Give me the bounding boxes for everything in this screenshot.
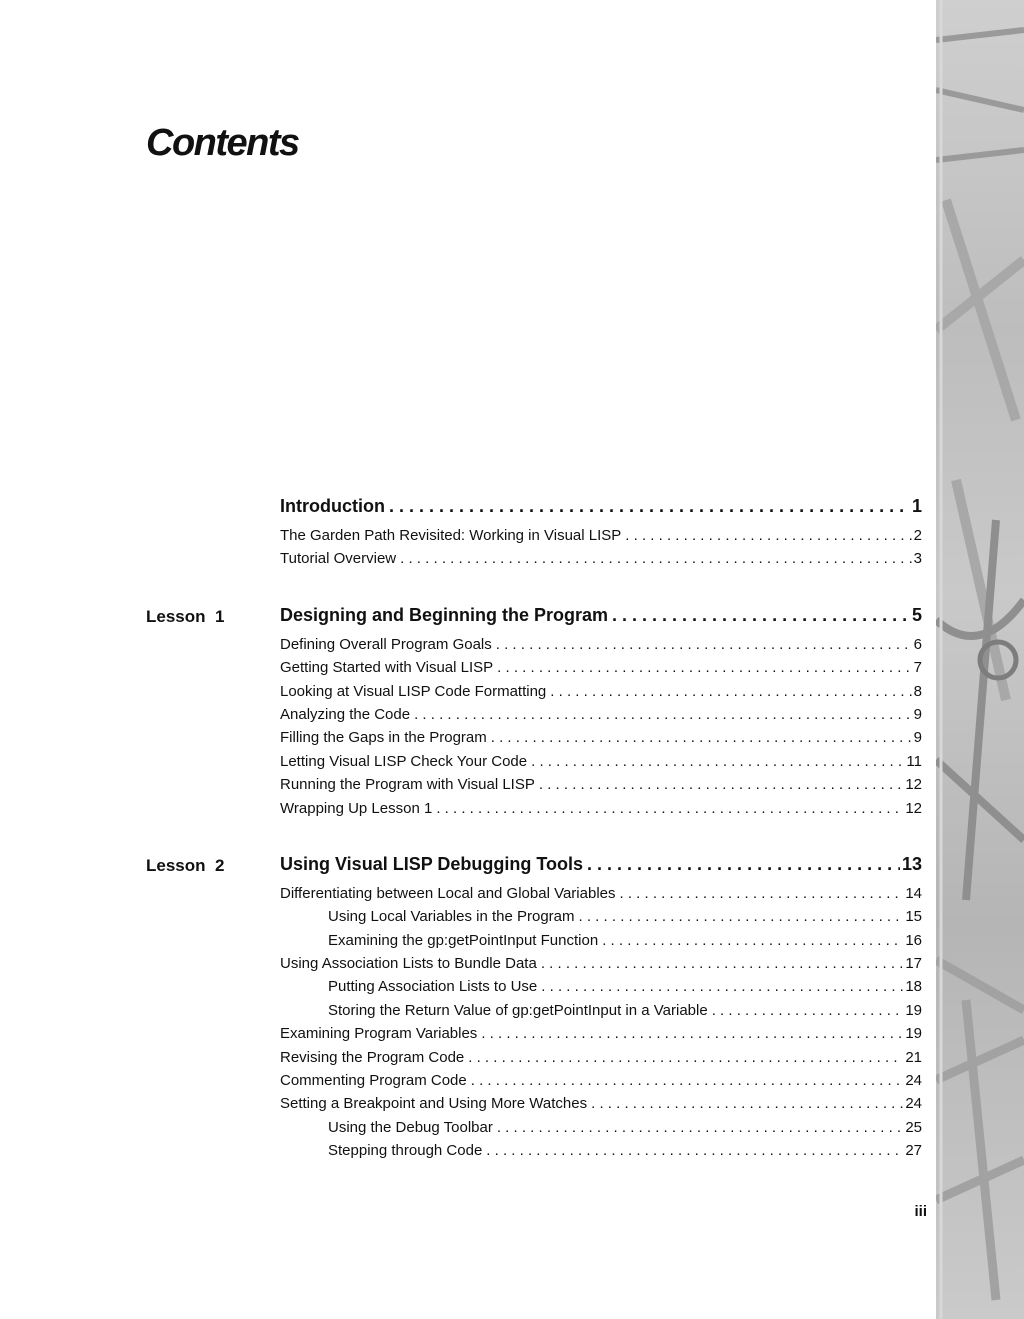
toc-entry-title: Stepping through Code <box>328 1142 483 1160</box>
toc-entry-page: 7 <box>913 659 922 677</box>
toc-entry[interactable] <box>328 908 922 931</box>
toc-entry-page: 12 <box>905 799 922 817</box>
toc-entry-title: Letting Visual LISP Check Your Code <box>280 752 528 770</box>
dot-leader <box>486 1142 903 1159</box>
toc-entry-title: Filling the Gaps in the Program <box>280 729 487 747</box>
toc-entry-page: 14 <box>905 884 922 902</box>
toc-entry-title: Defining Overall Program Goals <box>280 635 492 653</box>
toc-entry[interactable] <box>280 683 922 706</box>
toc-entry[interactable] <box>328 1119 922 1142</box>
dot-leader <box>497 1119 903 1136</box>
toc-entry-title: Getting Started with Visual LISP <box>280 659 494 677</box>
toc-entry-title: Using Local Variables in the Program <box>328 908 575 926</box>
dot-leader <box>579 908 904 925</box>
toc-entry-title: Using the Debug Toolbar <box>328 1118 493 1136</box>
dot-leader <box>389 496 910 517</box>
toc-entry-title: Analyzing the Code <box>280 705 411 723</box>
dot-leader <box>400 550 912 567</box>
toc-entry[interactable] <box>280 1025 922 1048</box>
toc-entry-page: 24 <box>905 1095 922 1113</box>
table-of-contents <box>146 496 922 1197</box>
toc-entry-title: Running the Program with Visual LISP <box>280 776 535 794</box>
toc-entry[interactable] <box>328 1142 922 1165</box>
toc-entry-title: Differentiating between Local and Global Variables <box>280 884 616 902</box>
toc-section <box>146 496 922 574</box>
toc-entry-title: Looking at Visual LISP Code Formatting <box>280 682 547 700</box>
dot-leader <box>491 729 912 746</box>
toc-entry-page: 11 <box>906 752 922 770</box>
toc-entry-title: Tutorial Overview <box>280 550 397 568</box>
toc-entry-page: 19 <box>905 1025 922 1043</box>
dot-leader <box>591 1095 903 1112</box>
page-number: iii <box>914 1203 927 1220</box>
toc-entry-page: 27 <box>905 1142 922 1160</box>
toc-entry-page: 5 <box>911 604 922 625</box>
toc-entry-page: 21 <box>905 1048 922 1066</box>
toc-entry-page: 25 <box>905 1118 922 1136</box>
toc-entry-page: 1 <box>911 496 922 516</box>
toc-entry[interactable] <box>280 753 922 776</box>
toc-entry[interactable] <box>280 1049 922 1072</box>
toc-entry-title: The Garden Path Revisited: Working in Visual LISP <box>280 527 622 544</box>
toc-entry[interactable] <box>280 800 922 823</box>
toc-entry-page: 16 <box>905 931 922 949</box>
toc-entry-title: Examining Program Variables <box>280 1025 478 1043</box>
toc-chapter-heading[interactable] <box>280 605 922 633</box>
toc-entry[interactable] <box>280 1095 922 1118</box>
toc-chapter-heading[interactable] <box>280 854 922 882</box>
toc-entry-page: 8 <box>913 682 922 700</box>
toc-section <box>146 605 922 823</box>
toc-entry-page: 6 <box>913 635 922 653</box>
toc-entry[interactable] <box>280 527 922 550</box>
toc-entry[interactable] <box>328 932 922 955</box>
dot-leader <box>468 1049 903 1066</box>
toc-section <box>146 854 922 1166</box>
toc-entry-title: Setting a Breakpoint and Using More Watches <box>280 1095 588 1113</box>
lesson-label: Lesson 2 <box>146 855 225 875</box>
toc-entry[interactable] <box>328 1002 922 1025</box>
dot-leader <box>550 683 911 700</box>
toc-entry-title: Examining the gp:getPointInput Function <box>328 931 599 949</box>
toc-entry[interactable] <box>280 885 922 908</box>
toc-entry[interactable] <box>280 776 922 799</box>
side-decorative-image <box>936 0 1024 1319</box>
toc-entry[interactable] <box>280 1072 922 1095</box>
dot-leader <box>414 706 912 723</box>
toc-entry-title: Using Association Lists to Bundle Data <box>280 955 537 973</box>
dot-leader <box>620 885 904 902</box>
dot-leader <box>612 605 910 626</box>
toc-entry-title: Using Visual LISP Debugging Tools <box>280 853 584 874</box>
toc-entry[interactable] <box>328 978 922 1001</box>
structure-photo-graphic <box>936 0 1024 1319</box>
toc-entry-page: 13 <box>901 853 922 874</box>
toc-entry-page: 12 <box>905 776 922 794</box>
toc-chapter-heading[interactable] <box>280 496 922 524</box>
toc-entry-page: 17 <box>905 955 922 973</box>
dot-leader <box>602 932 903 949</box>
toc-entry[interactable] <box>280 659 922 682</box>
dot-leader <box>481 1025 903 1042</box>
dot-leader <box>436 800 903 817</box>
toc-entry-title: Putting Association Lists to Use <box>328 978 538 996</box>
toc-entry-title: Introduction <box>280 496 385 516</box>
toc-entry-page: 3 <box>913 550 922 568</box>
dot-leader <box>471 1072 904 1089</box>
toc-entry-page: 24 <box>905 1072 922 1090</box>
toc-entry-page: 18 <box>905 978 922 996</box>
toc-entry-page: 9 <box>913 705 922 723</box>
toc-entry-page: 19 <box>905 1001 922 1019</box>
dot-leader <box>539 776 903 793</box>
dot-leader <box>541 978 903 995</box>
toc-entry[interactable] <box>280 955 922 978</box>
toc-entry[interactable] <box>280 706 922 729</box>
dot-leader <box>496 636 912 653</box>
dot-leader <box>712 1002 904 1019</box>
toc-entry-title: Storing the Return Value of gp:getPointInput in a Variable <box>328 1001 708 1019</box>
dot-leader <box>625 527 911 544</box>
toc-entry[interactable] <box>280 636 922 659</box>
toc-entry-page: 15 <box>905 908 922 926</box>
toc-entry-title: Designing and Beginning the Program <box>280 604 609 625</box>
dot-leader <box>587 854 900 875</box>
toc-entry-title: Wrapping Up Lesson 1 <box>280 799 433 817</box>
dot-leader <box>541 955 904 972</box>
toc-entry[interactable] <box>280 729 922 752</box>
page-title: Contents <box>146 122 299 164</box>
toc-entry-page: 9 <box>913 729 922 747</box>
toc-entry-title: Commenting Program Code <box>280 1072 467 1090</box>
dot-leader <box>531 753 904 770</box>
lesson-label: Lesson 1 <box>146 606 225 626</box>
toc-entry-page: 2 <box>913 527 922 544</box>
toc-entry[interactable] <box>280 550 922 573</box>
dot-leader <box>497 659 911 676</box>
toc-entry-title: Revising the Program Code <box>280 1048 465 1066</box>
